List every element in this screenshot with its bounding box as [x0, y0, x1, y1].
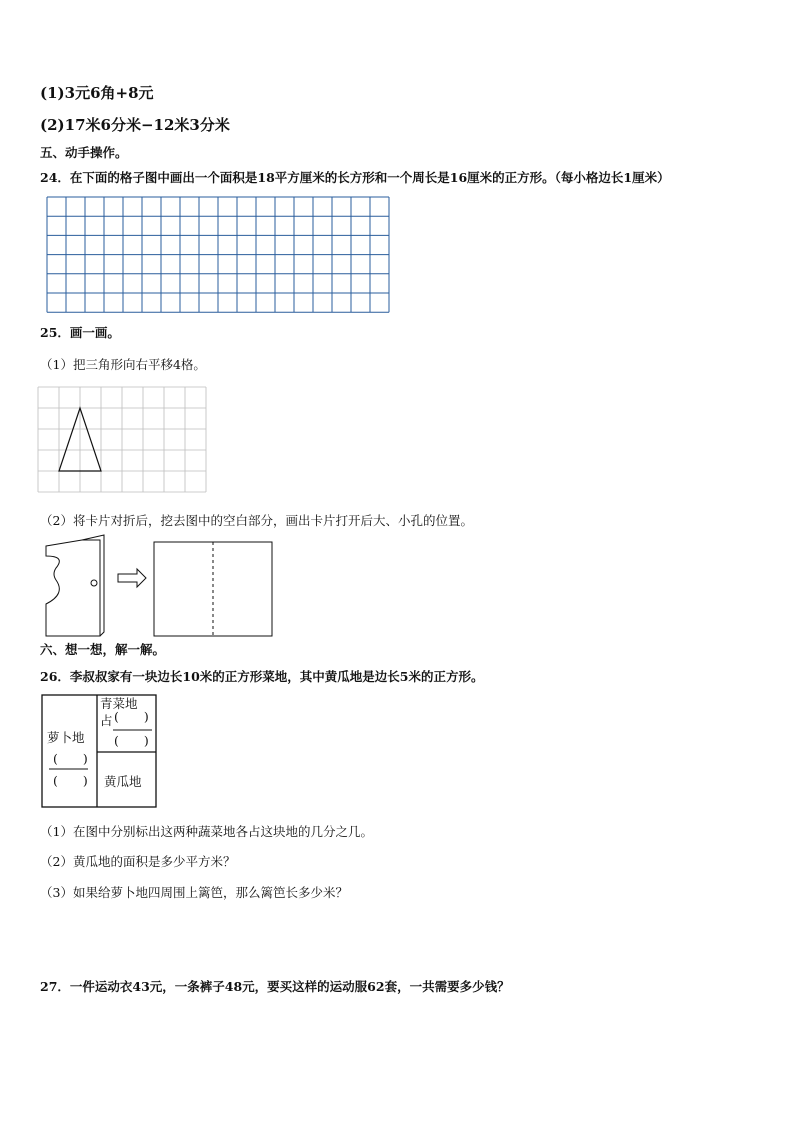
expression-1: (1)3元6角+8元: [40, 84, 154, 102]
label-luobo: 萝卜地: [47, 730, 85, 745]
folded-card-diagram: [42, 534, 277, 638]
grid-q24: [47, 197, 389, 313]
label-huanggua: 黄瓜地: [104, 774, 142, 789]
question-25: 25．画一画。: [40, 325, 120, 340]
question-27: 27．一件运动衣43元，一条裤子48元，要买这样的运动服62套，一共需要多少钱？: [40, 979, 510, 994]
question-26-part-1: （1）在图中分别标出这两种蔬菜地各占这块地的几分之几。: [40, 824, 373, 839]
question-26-part-3: （3）如果给萝卜地四周围上篱笆，那么篱笆长多少米？: [40, 885, 348, 900]
section-5-heading: 五、动手操作。: [40, 145, 128, 160]
qingcai-denominator-blank: ( ): [114, 733, 149, 748]
hollow-arrow-icon: [118, 569, 146, 587]
question-26: 26．李叔叔家有一块边长10米的正方形菜地，其中黄瓜地是边长5米的正方形。: [40, 669, 484, 684]
folded-card: [46, 540, 100, 636]
vegetable-plot-diagram: [40, 693, 158, 809]
luobo-numerator-blank: ( ): [53, 751, 88, 766]
question-25-part-1: （1）把三角形向右平移4格。: [40, 357, 206, 372]
question-25-part-2: （2）将卡片对折后，挖去图中的空白部分，画出卡片打开后大、小孔的位置。: [40, 513, 473, 528]
grid-triangle: [38, 387, 208, 493]
question-24: 24．在下面的格子图中画出一个面积是18平方厘米的长方形和一个周长是16厘米的正方形。（每小格边长1厘米）: [40, 170, 670, 185]
section-6-heading: 六、想一想，解一解。: [40, 642, 166, 657]
expression-2: (2)17米6分米−12米3分米: [40, 116, 230, 134]
question-26-part-2: （2）黄瓜地的面积是多少平方米？: [40, 854, 236, 869]
small-hole: [91, 580, 97, 586]
luobo-denominator-blank: ( ): [53, 773, 88, 788]
label-zhan: 占: [100, 713, 113, 728]
label-qingcai: 青菜地: [100, 696, 138, 711]
qingcai-numerator-blank: ( ): [114, 709, 149, 724]
